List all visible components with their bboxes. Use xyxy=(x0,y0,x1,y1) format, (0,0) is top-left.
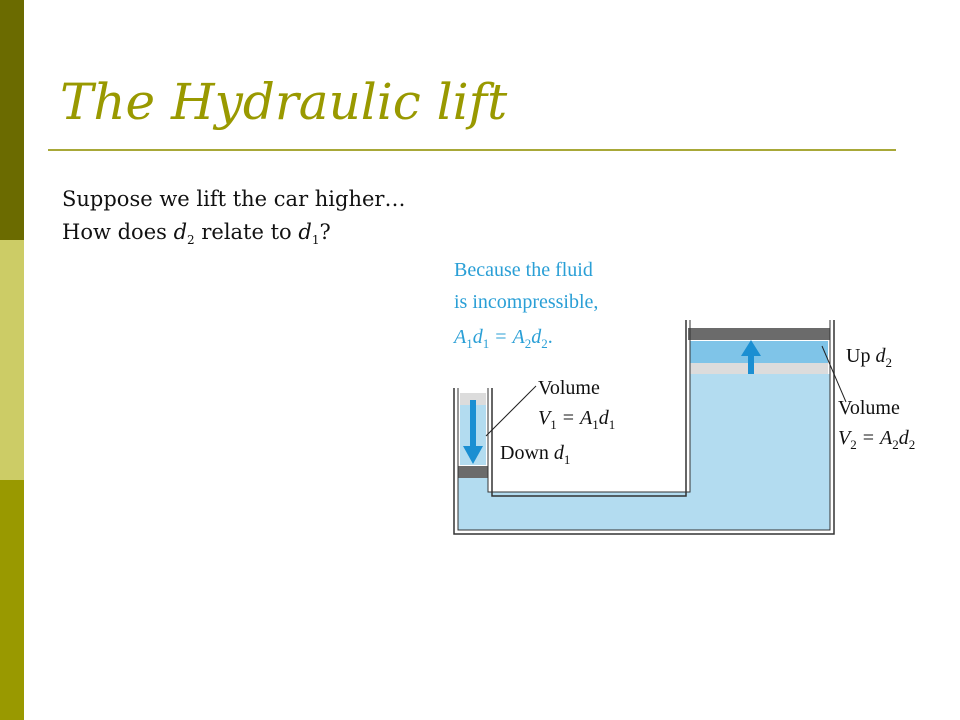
slide-title: The Hydraulic lift xyxy=(60,73,508,131)
var-d1: $d_1$ xyxy=(298,220,320,248)
body-line-2-mid: relate to xyxy=(194,220,299,244)
note-equation: $A_1d_1 = A_2d_2$. xyxy=(454,326,553,351)
right-lower-band xyxy=(690,363,828,374)
label-down-d1: Down $d_1$ xyxy=(500,442,571,467)
sidebar-accent xyxy=(0,0,24,720)
leader-line-volume-1 xyxy=(486,386,536,436)
sidebar-segment-olive xyxy=(0,480,24,720)
var-d2: $d_2$ xyxy=(173,220,195,248)
note-line-2: is incompressible, xyxy=(454,291,599,313)
label-up-d2: Up $d_2$ xyxy=(846,345,892,370)
label-volume-right: Volume xyxy=(838,397,900,419)
hydraulic-lift-diagram xyxy=(440,250,950,550)
note-line-1: Because the fluid xyxy=(454,259,593,281)
label-volume-left: Volume xyxy=(538,377,600,399)
label-volume-right-formula: $V_2 = A_2d_2$ xyxy=(838,427,916,452)
title-divider xyxy=(48,149,896,151)
sidebar-segment-dark xyxy=(0,0,24,240)
body-line-2-end: ? xyxy=(319,220,331,244)
label-volume-left-formula: $V_1 = A_1d_1$ xyxy=(538,407,616,432)
body-line-2-start: How does xyxy=(62,220,174,244)
body-line-1: Suppose we lift the car higher… xyxy=(62,187,406,211)
sidebar-segment-light xyxy=(0,240,24,480)
right-displaced-fluid xyxy=(690,341,828,363)
left-piston xyxy=(458,466,488,478)
right-piston xyxy=(688,328,830,340)
body-line-2 xyxy=(62,216,405,257)
slide-body xyxy=(62,183,405,257)
